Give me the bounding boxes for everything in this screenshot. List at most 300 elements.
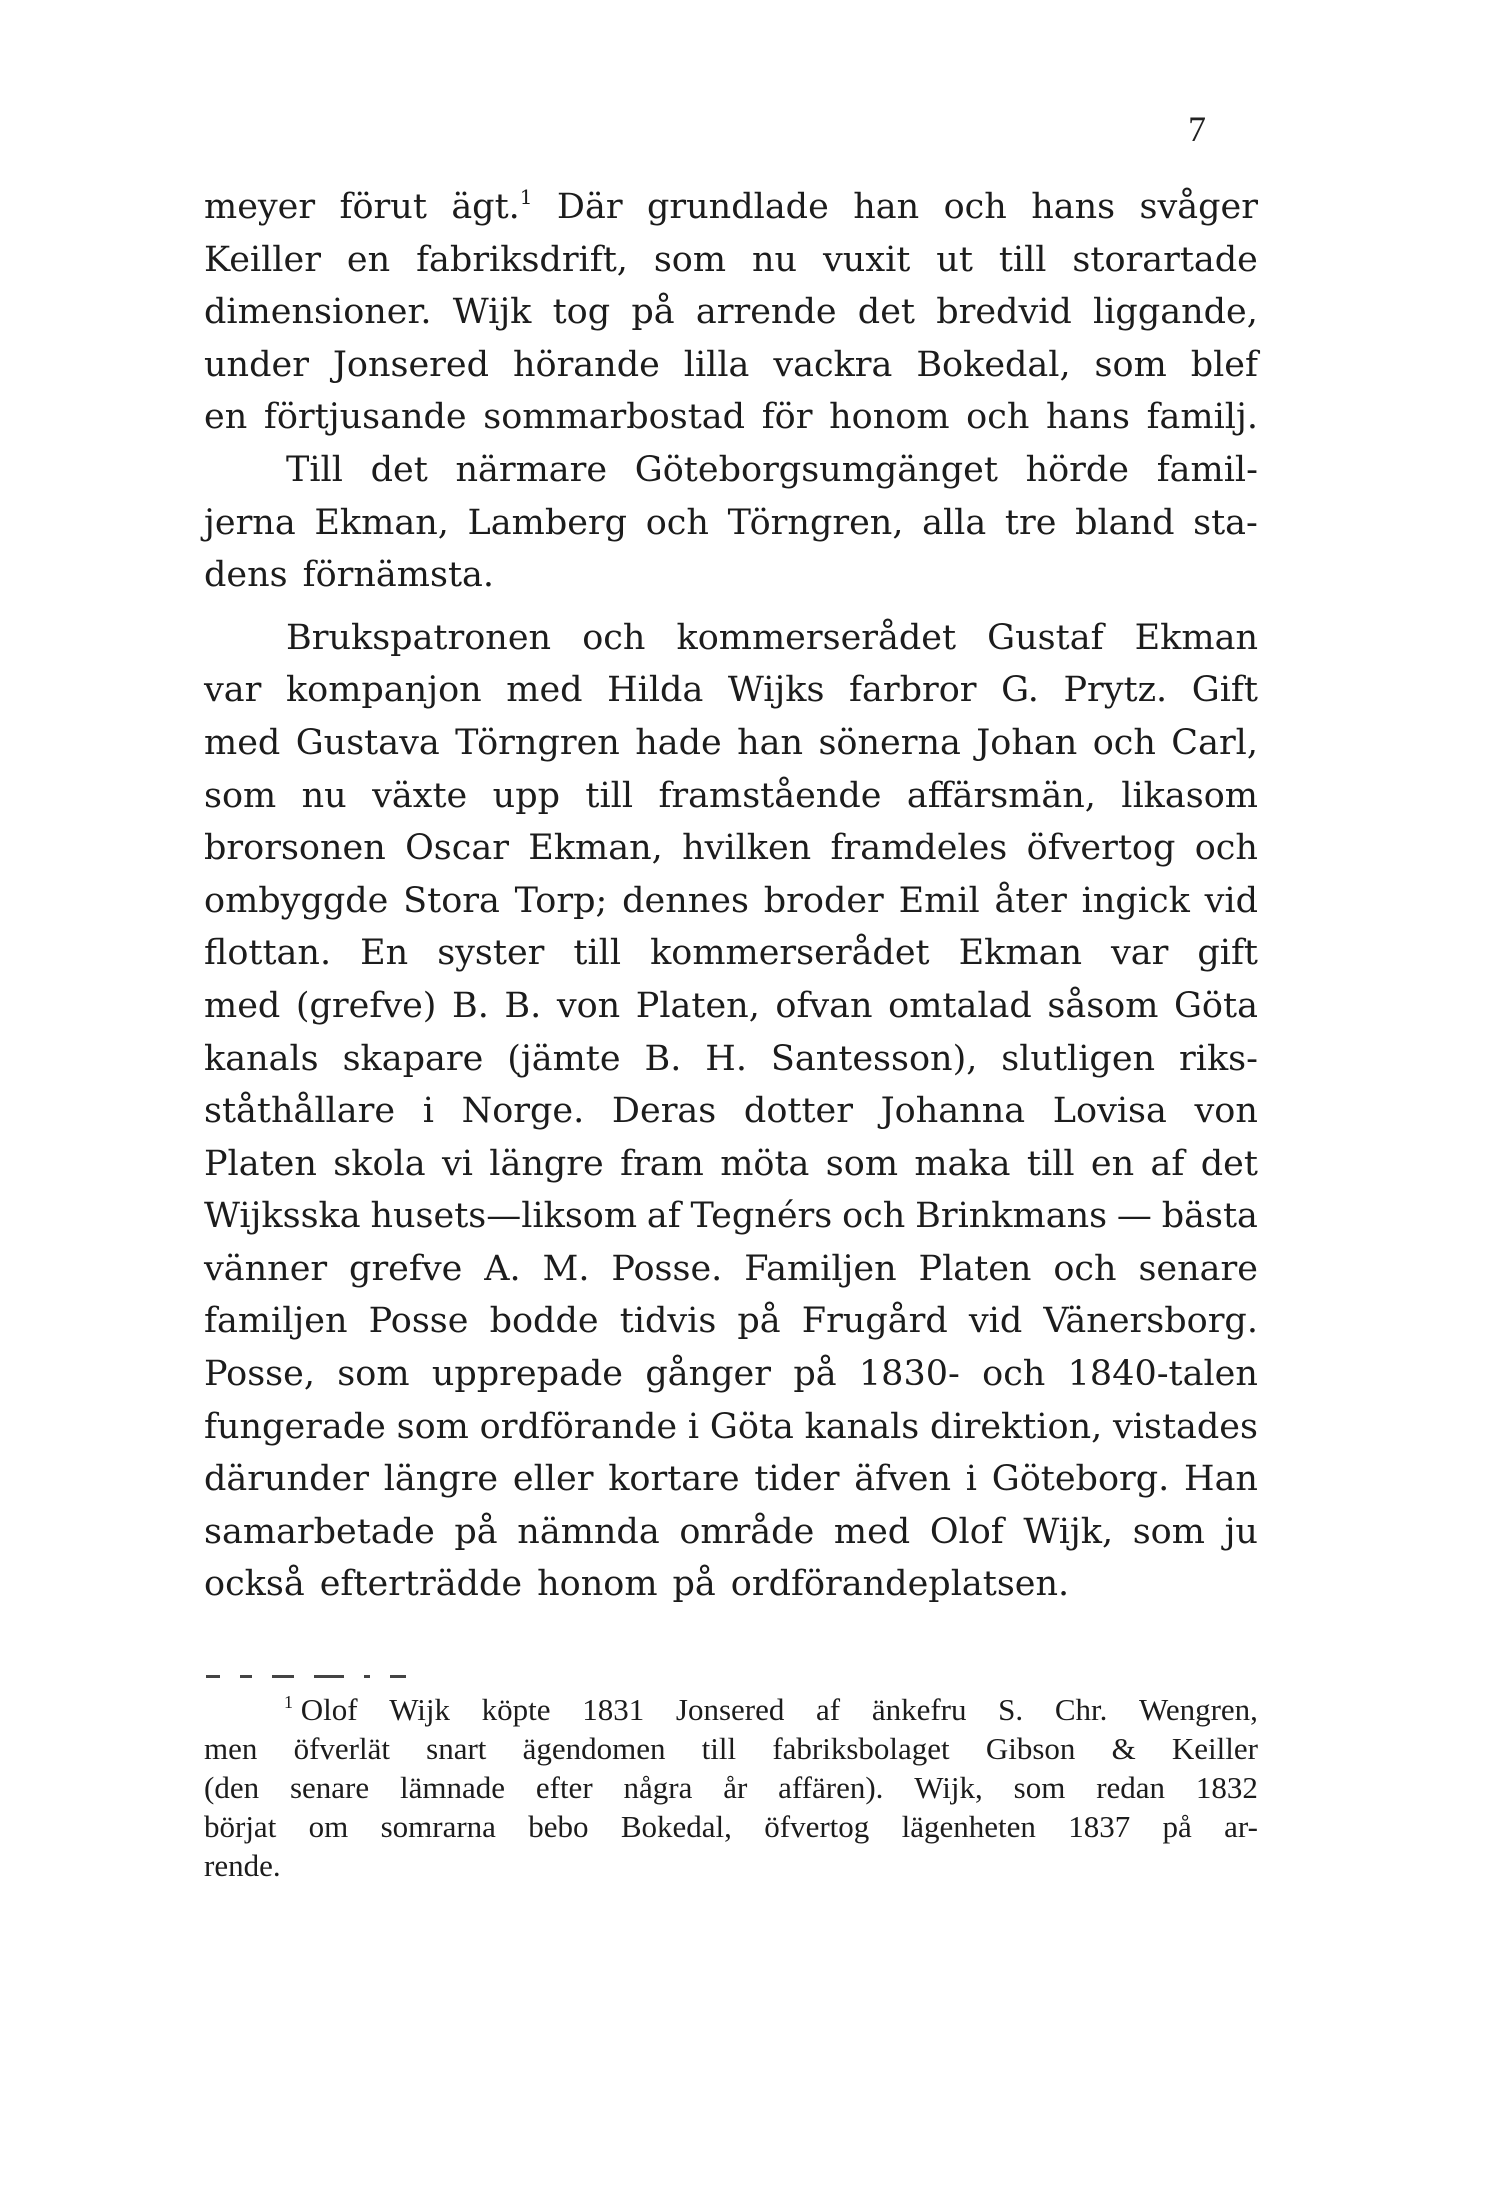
word [286,612,551,665]
word-text: Till [286,449,343,490]
word-text: Familjen [744,1248,897,1289]
word [347,234,390,287]
word-text: äfven [854,1459,952,1500]
word [966,1453,977,1506]
word-text: och [1092,722,1156,763]
word-text: nu [301,775,347,816]
text-line [204,1085,1258,1138]
word-text: vänner [204,1248,328,1289]
word-text: på [737,1301,781,1342]
word [849,664,977,717]
word [204,875,388,928]
word [826,1138,898,1191]
word [1053,1243,1116,1296]
word [1068,1348,1258,1401]
word [397,1401,469,1454]
word-text: vackra [773,344,893,385]
word [451,181,532,234]
word [204,1348,315,1401]
word [1001,1033,1155,1086]
word [919,1243,1032,1296]
word [536,1768,593,1807]
word [504,980,541,1033]
word-text: famil- [1156,449,1258,490]
word-text: dimensioner. [204,292,432,333]
word-text: B. [504,985,542,1026]
text-line [204,1348,1258,1401]
word [899,875,980,928]
word [582,1690,644,1729]
word [507,1033,620,1086]
word [557,980,620,1033]
word-text: vid [1204,880,1258,921]
word [831,822,1008,875]
word-text: Wijk, [914,1770,983,1805]
word [204,664,261,717]
word-text: Lamberg [467,502,628,543]
word-text: B. [644,1038,682,1079]
word-text: börjat [204,1809,277,1844]
word-text: Wijks [727,670,825,711]
word [1138,1243,1258,1296]
word-text: Bokedal, [916,344,1071,385]
word-text: svåger [1139,187,1258,227]
word [1072,234,1257,287]
word [400,1768,505,1807]
word [907,770,1096,823]
word-text: vistades [1113,1406,1258,1447]
word [737,717,803,770]
word [636,980,760,1033]
footnote-line [204,1807,1258,1846]
word [204,497,296,550]
word-text: sönerna [818,722,961,763]
word-text: Emil [898,880,980,921]
word-text: jerna [204,502,296,543]
word-text: möta [720,1143,810,1184]
word-text: flottan. [204,933,332,974]
word [1014,1768,1066,1807]
word-text: Norge. [461,1091,585,1132]
word [754,1453,839,1506]
word [1151,1138,1185,1191]
word [1179,1033,1258,1086]
word [1163,1807,1192,1846]
word-text: Törngren, [727,502,904,543]
word-text: Prytz. [1063,670,1168,711]
word-text: kortare [608,1459,740,1500]
text-line [204,549,1258,602]
main-text [204,181,1258,1611]
word [204,181,315,234]
word [453,286,532,339]
word-text: af [1150,1143,1185,1184]
word [437,927,544,980]
word [654,234,726,287]
word [553,286,611,339]
word-text: Göteborg. [991,1459,1170,1500]
word [872,1690,967,1729]
word-text: lägenheten [901,1809,1036,1844]
word-text: som [396,1406,469,1447]
word [620,1295,717,1348]
word-text: Johan [976,722,1078,763]
word [1047,980,1158,1033]
word-text: närmare [455,449,608,490]
word [930,1506,1004,1559]
word [677,612,957,665]
word-text: bredvid [936,292,1072,333]
word [1075,497,1174,550]
word-text: riks- [1179,1038,1258,1079]
word [369,1295,469,1348]
word-text: Göteborgsumgänget [634,449,998,490]
word [859,1348,960,1401]
word-text: det [1200,1143,1258,1184]
word-text: Wengren, [1139,1692,1258,1727]
word [333,339,489,392]
word [731,1558,1069,1611]
word-text: slutligen [1001,1038,1156,1079]
word-text: Göta [1173,985,1258,1026]
word-text: Bokedal, [620,1809,732,1844]
word [914,1768,983,1807]
word [1157,444,1258,497]
word-text: tre [1004,502,1057,543]
footnote-line [204,1768,1258,1807]
word-text: och [1194,828,1258,869]
word-text: upp [492,775,561,816]
word [1043,1295,1258,1348]
word [528,1807,588,1846]
word [752,234,797,287]
word-text: honom [829,397,950,438]
word [1093,286,1258,339]
word-text: fungerade [204,1406,386,1447]
word-text: fabriksbolaget [772,1731,950,1766]
word [1192,664,1258,717]
word [829,391,949,444]
word-text: och [982,1354,1046,1395]
word [959,927,1082,980]
word-text: och [582,617,646,658]
word-text: hörde [1025,449,1130,490]
word [976,717,1077,770]
word [360,927,408,980]
word-text: husets—liksom [370,1196,638,1237]
word-text: och [842,1196,906,1237]
word [1001,664,1039,717]
word [204,286,432,339]
word-text: eller [512,1459,594,1500]
word-text: dennes [622,880,749,921]
word [1027,822,1176,875]
word-text: efterträdde [319,1564,523,1605]
text-line [204,717,1258,770]
word [286,664,482,717]
word [816,1690,840,1729]
word-text: med [506,670,583,711]
word-text: hans [1046,397,1130,438]
word [1140,181,1258,234]
word [340,181,427,234]
word-text: men [204,1731,258,1766]
word [645,1033,682,1086]
word-text: därunder [204,1459,369,1500]
word [370,1190,637,1243]
word-text: Brukspatronen [286,617,552,658]
word-text: som [337,1354,410,1395]
word-text: några [623,1770,693,1805]
word-text: grundlade [647,187,829,227]
word-text: Wijksska [204,1196,361,1237]
word-text: var [1110,933,1169,974]
word-text: Santesson), [770,1038,978,1079]
word [1133,1506,1205,1559]
word [1135,612,1258,665]
text-line [204,497,1258,550]
word [823,234,910,287]
word-text: som [1013,1770,1066,1805]
word-text: tog [552,292,611,333]
word [987,612,1103,665]
word-text: — [1116,1196,1152,1237]
word [513,1453,594,1506]
text-line [204,980,1258,1033]
word-text: förnämsta. [302,555,494,596]
word-text: som [204,775,277,816]
word-text: Keiller [1171,1731,1258,1766]
word-text: bodde [489,1301,599,1342]
word [1063,664,1167,717]
word-text: gift [1197,933,1258,974]
word-text: skola [333,1143,426,1184]
word-text: Göta [709,1406,794,1447]
word-text: rende. [204,1848,281,1883]
word-text: vuxit [823,239,911,280]
word-text: maka [914,1143,1011,1184]
word-text: upprepade [431,1354,624,1395]
word [204,391,247,444]
word-text: fabriksdrift, [416,239,628,280]
word [484,1243,520,1296]
word-text: längre [383,1459,499,1500]
footnote-reference[interactable]: 1 [519,185,533,209]
word [343,1033,484,1086]
word [936,234,973,287]
word [969,1295,1022,1348]
word-text: Oscar [405,828,509,869]
word [204,339,309,392]
word [1096,1768,1165,1807]
word [585,770,633,823]
text-line [204,1401,1258,1454]
word-text: farbror [849,670,977,711]
word [922,497,986,550]
text-line [204,1295,1258,1348]
word-text: Ekman, [314,502,449,543]
text-line [204,1033,1258,1086]
word-text: 1840-talen [1067,1354,1258,1395]
text-line [204,1138,1258,1191]
text-line [204,612,1258,665]
word [631,286,674,339]
word-text: och [943,187,1007,227]
word [371,444,428,497]
word [303,549,494,602]
word [944,181,1007,234]
word [1195,822,1258,875]
word-text: åter [994,880,1067,921]
word-text: senare [1138,1248,1258,1289]
word-text: hörande [512,344,660,385]
word [728,664,825,717]
word [384,1453,498,1506]
word [557,181,623,234]
word [517,1506,659,1559]
word-text: hvilken [682,828,812,869]
word [995,875,1067,928]
word-text: nu [752,239,798,280]
word [992,1453,1170,1506]
word-text: på [454,1511,498,1552]
word [691,1190,833,1243]
word-text: ju [1224,1511,1258,1552]
word-text: vi [441,1143,473,1184]
word [1027,1138,1075,1191]
word [696,286,837,339]
word-text: han [853,187,920,227]
text-line [204,181,1258,234]
word-text: gånger [645,1354,771,1395]
word [915,1190,1107,1243]
word-text: senare [289,1770,370,1805]
text-line [204,664,1258,717]
word-text: köpte [481,1692,551,1727]
word-text: på [631,292,675,333]
word [621,1807,732,1846]
word [1193,497,1258,550]
word [1091,1138,1134,1191]
word-text: ar- [1224,1809,1258,1844]
word-text: och [645,502,709,543]
word-text: Keiller [204,239,321,280]
footnote-marker: 1 [284,1692,293,1712]
word [204,927,331,980]
word [966,391,1029,444]
word-text: med [833,1511,911,1552]
word-text: lilla [683,344,750,385]
word [1112,1729,1136,1768]
word-text: på [672,1564,716,1605]
word [646,497,709,550]
word-text: Tegnérs [690,1196,833,1237]
word-text: H. [705,1038,747,1079]
word-text: (grefve) [295,985,437,1026]
word [482,1690,551,1729]
word-text: Törngren [455,722,620,763]
word [1113,1401,1258,1454]
word [607,664,703,717]
word-text: framstående [658,775,882,816]
word-text: B. [452,985,489,1026]
word-text: alla [922,502,987,543]
word [1082,875,1190,928]
word-text: förtjusande [263,397,467,438]
word-text: Gibson [985,1731,1076,1766]
word [682,822,811,875]
word [737,1295,780,1348]
word-text: af [816,1692,841,1727]
word-text: med [204,985,281,1026]
word [416,234,628,287]
word [773,339,892,392]
word-text: Lovisa [1052,1091,1167,1132]
word-text: storartade [1072,239,1258,280]
word [204,1295,348,1348]
word-text: ofvan [775,985,873,1026]
word [635,444,998,497]
word-text: Hilda [607,670,704,711]
word-text: han [737,722,804,763]
word [1171,717,1258,770]
word [302,770,347,823]
text-line [204,1190,1258,1243]
word [452,980,489,1033]
word [204,1506,435,1559]
word [426,1729,486,1768]
word-text: under [204,344,309,385]
word [204,980,280,1033]
word [1162,1190,1258,1243]
text-line [204,444,1258,497]
word [1023,1506,1113,1559]
word-text: ordförande [479,1406,678,1447]
word-text: Posse [368,1301,469,1342]
word-text: till [701,1731,737,1766]
word-text: kanals [804,1406,920,1447]
word-text: det [370,449,428,490]
word [296,980,437,1033]
word-text: grefve [349,1248,463,1289]
word [1225,1506,1258,1559]
word-text: ordförandeplatsen. [730,1564,1070,1605]
word [1117,1190,1152,1243]
word [573,927,621,980]
word-text: von [556,985,621,1026]
word [842,1190,905,1243]
word-text: 1831 [582,1692,645,1727]
word [204,717,280,770]
text-line [204,234,1258,287]
word-text: (jämte [507,1038,621,1079]
word-text: och [1053,1248,1117,1289]
word-text: somrarna [380,1809,496,1844]
word [1055,1690,1108,1729]
word [930,1401,1102,1454]
word [432,1348,623,1401]
word [888,980,1032,1033]
word-text: brorsonen [204,828,386,869]
word [762,391,813,444]
word [793,1348,836,1401]
text-line [204,391,1258,444]
word-text: Platen [204,1143,317,1184]
word [612,1085,716,1138]
word [771,1033,977,1086]
word-text: såsom [1047,985,1159,1026]
word-text: skapare [342,1038,484,1079]
